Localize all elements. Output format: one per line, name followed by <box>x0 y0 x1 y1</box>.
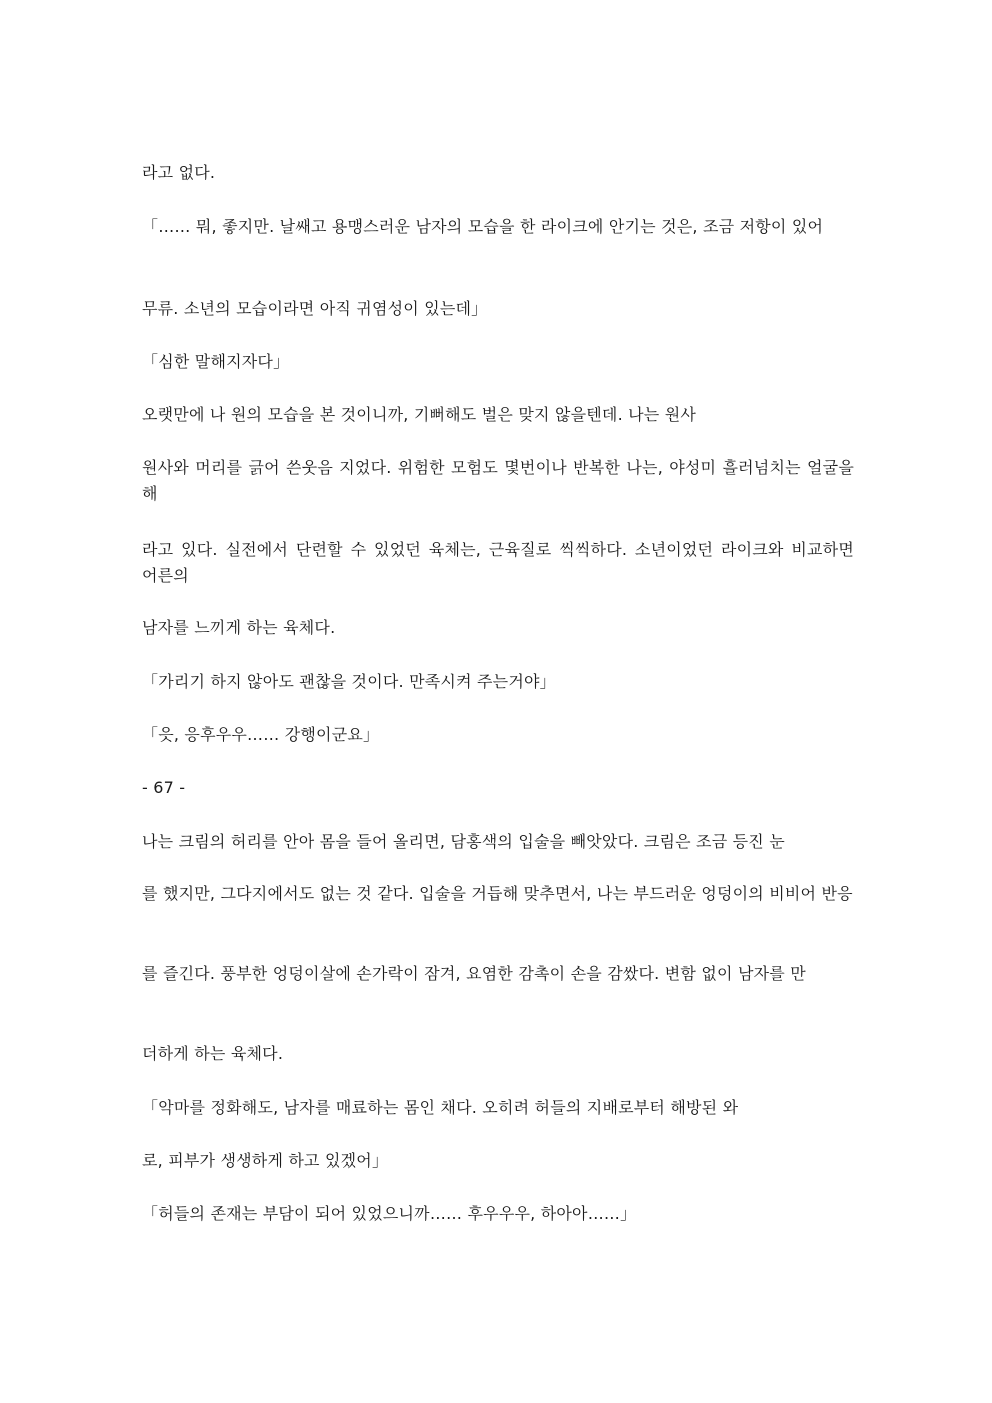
paragraph-16: 로, 피부가 생생하게 하고 있겠어」 <box>142 1151 389 1170</box>
paragraph-15: 「악마를 정화해도, 남자를 매료하는 몸인 채다. 오히려 허들의 지배로부터 해방된 와 <box>142 1098 739 1117</box>
paragraph-7: 라고 있다. 실전에서 단련할 수 있었던 육체는, 근육질로 씩씩하다. 소년이었던 라이크와 비교하면 어른의 <box>142 540 854 585</box>
page-number: - 67 - <box>142 778 186 797</box>
paragraph-4: 「심한 말해지자다」 <box>142 352 290 371</box>
paragraph-5: 오랫만에 나 원의 모습을 본 것이니까, 기뻐해도 벌은 맞지 않을텐데. 나는 원사 <box>142 405 697 424</box>
paragraph-13: 를 즐긴다. 풍부한 엉덩이살에 손가락이 잠겨, 요염한 감촉이 손을 감쌌다. 변함 없이 남자를 만 <box>142 964 806 983</box>
paragraph-6: 원사와 머리를 긁어 쓴웃음 지었다. 위험한 모험도 몇번이나 반복한 나는, 야성미 흘러넘치는 얼굴을 해 <box>142 458 854 503</box>
paragraph-14: 더하게 하는 육체다. <box>142 1044 284 1063</box>
paragraph-11: 나는 크림의 허리를 안아 몸을 들어 올리면, 담홍색의 입술을 빼앗았다. 크림은 조금 등진 눈 <box>142 832 785 851</box>
paragraph-10: 「읏, 응후우우…… 강행이군요」 <box>142 725 380 744</box>
paragraph-1: 라고 없다. <box>142 163 216 182</box>
paragraph-12: 를 했지만, 그다지에서도 없는 것 같다. 입술을 거듭해 맞추면서, 나는 부드러운 엉덩이의 비비어 반응 <box>142 884 853 903</box>
paragraph-8: 남자를 느끼게 하는 육체다. <box>142 618 336 637</box>
paragraph-17: 「허들의 존재는 부담이 되어 있었으니까…… 후우우우, 하아아……」 <box>142 1204 637 1223</box>
paragraph-9: 「가리기 하지 않아도 괜찮을 것이다. 만족시켜 주는거야」 <box>142 672 556 691</box>
paragraph-3: 무류. 소년의 모습이라면 아직 귀염성이 있는데」 <box>142 299 488 318</box>
paragraph-2: 「…… 뭐, 좋지만. 날쌔고 용맹스러운 남자의 모습을 한 라이크에 안기는 것은, 조금 저항이 있어 <box>142 217 824 236</box>
